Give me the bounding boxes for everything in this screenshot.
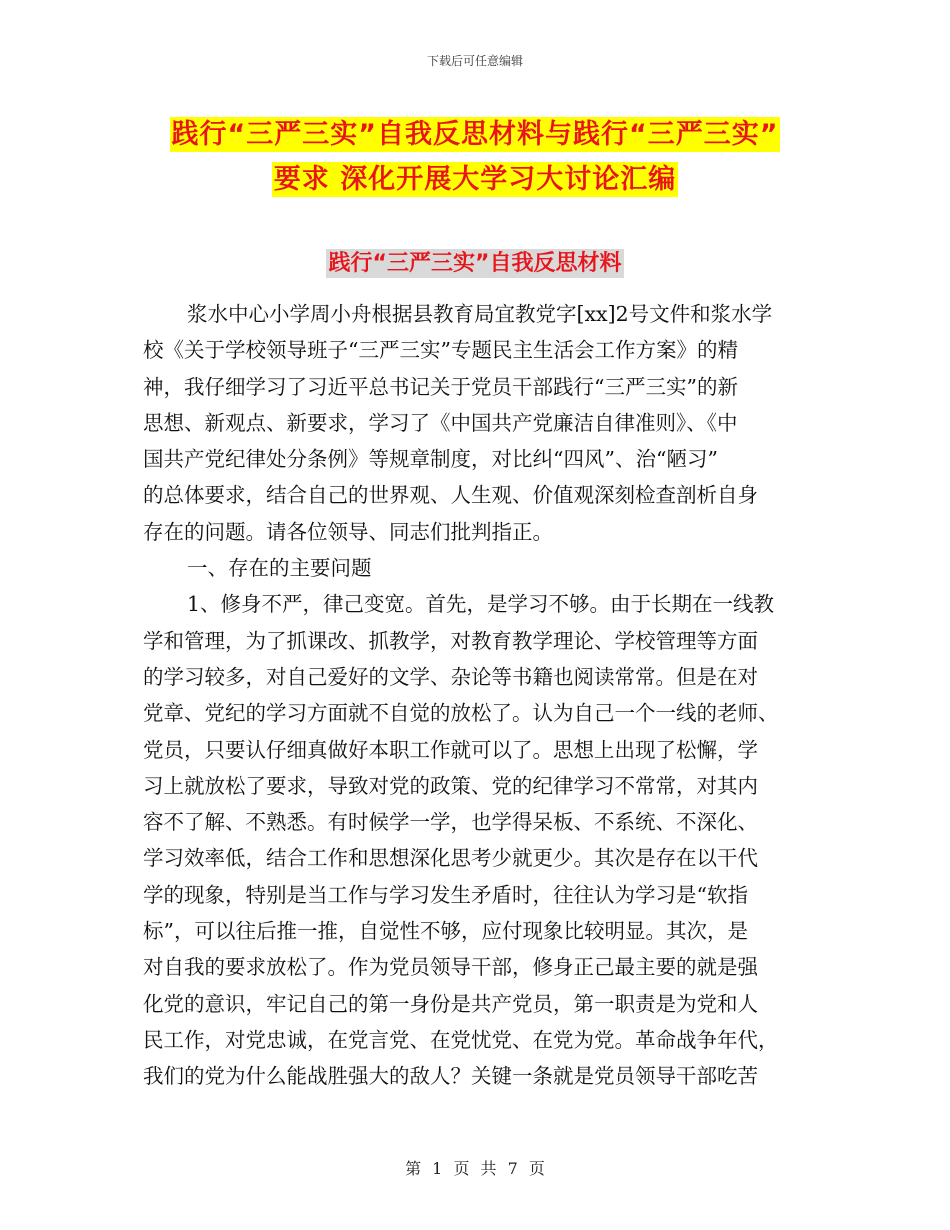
body-line: 对自我的要求放松了。作为党员领导干部，修身正己最主要的就是强 bbox=[143, 955, 758, 980]
body-line: 习上就放松了要求，导致对党的政策、党的纪律学习不常常，对其内 bbox=[143, 773, 758, 798]
body-line: 的总体要求，结合自己的世界观、人生观、价值观深刻检查剖析自身 bbox=[143, 483, 758, 508]
section-subtitle bbox=[0, 246, 950, 277]
page-header-note: 下载后可任意编辑 bbox=[426, 54, 523, 68]
body-line: 神，我仔细学习了习近平总书记关于党员干部践行“三严三实”的新 bbox=[143, 374, 738, 399]
body-line: 标”，可以往后推一推，自觉性不够，应付现象比较明显。其次，是 bbox=[143, 919, 748, 944]
document-title-line-1 bbox=[0, 112, 950, 151]
subtitle-highlight: 践行“三严三实”自我反思材料 bbox=[326, 249, 625, 278]
body-line: 学和管理，为了抓课改、抓教学，对教育教学理论、学校管理等方面 bbox=[143, 628, 758, 653]
body-line: 党章、党纪的学习方面就不自觉的放松了。认为自己一个一线的老师、 bbox=[143, 701, 779, 726]
body-line: 国共产党纪律处分条例》等规章制度，对比纠“四风”、治“陋习” bbox=[143, 447, 718, 472]
body-line: 化党的意识，牢记自己的第一身份是共产党员，第一职责是为党和人 bbox=[143, 991, 758, 1016]
body-line: 我们的党为什么能战胜强大的敌人？关键一条就是党员领导干部吃苦 bbox=[143, 1064, 758, 1089]
body-line: 学的现象，特别是当工作与学习发生矛盾时，往往认为学习是“软指 bbox=[143, 882, 748, 907]
body-line: 一、存在的主要问题 bbox=[187, 556, 372, 581]
body-line: 存在的问题。请各位领导、同志们批判指正。 bbox=[143, 519, 553, 544]
title-highlight-2: 要求 深化开展大学习大讨论汇编 bbox=[273, 164, 677, 195]
body-line: 1、修身不严，律己变宽。首先，是学习不够。由于长期在一线教 bbox=[187, 592, 775, 617]
document-title-line-2 bbox=[0, 157, 950, 196]
body-text bbox=[143, 296, 811, 1095]
body-line: 浆水中心小学周小舟根据县教育局宜教党字[xx]2号文件和浆水学 bbox=[187, 302, 773, 326]
body-line: 民工作，对党忠诚，在党言党、在党忧党、在党为党。革命战争年代， bbox=[143, 1027, 779, 1052]
body-line: 校《关于学校领导班子“三严三实”专题民主生活会工作方案》的精 bbox=[143, 338, 738, 363]
body-line: 学习效率低，结合工作和思想深化思考少就更少。其次是存在以干代 bbox=[143, 846, 758, 871]
body-line: 的学习较多，对自己爱好的文学、杂论等书籍也阅读常常。但是在对 bbox=[143, 664, 758, 689]
body-line: 党员，只要认仔细真做好本职工作就可以了。思想上出现了松懈，学 bbox=[143, 737, 758, 762]
body-line: 容不了解、不熟悉。有时候学一学，也学得呆板、不系统、不深化、 bbox=[143, 810, 758, 835]
page-footer: 第 1 页 共 7 页 bbox=[405, 1159, 545, 1178]
title-highlight-1: 践行“三严三实”自我反思材料与践行“三严三实” bbox=[171, 119, 779, 150]
body-line: 思想、新观点、新要求，学习了《中国共产党廉洁自律准则》、《中 bbox=[143, 410, 738, 435]
